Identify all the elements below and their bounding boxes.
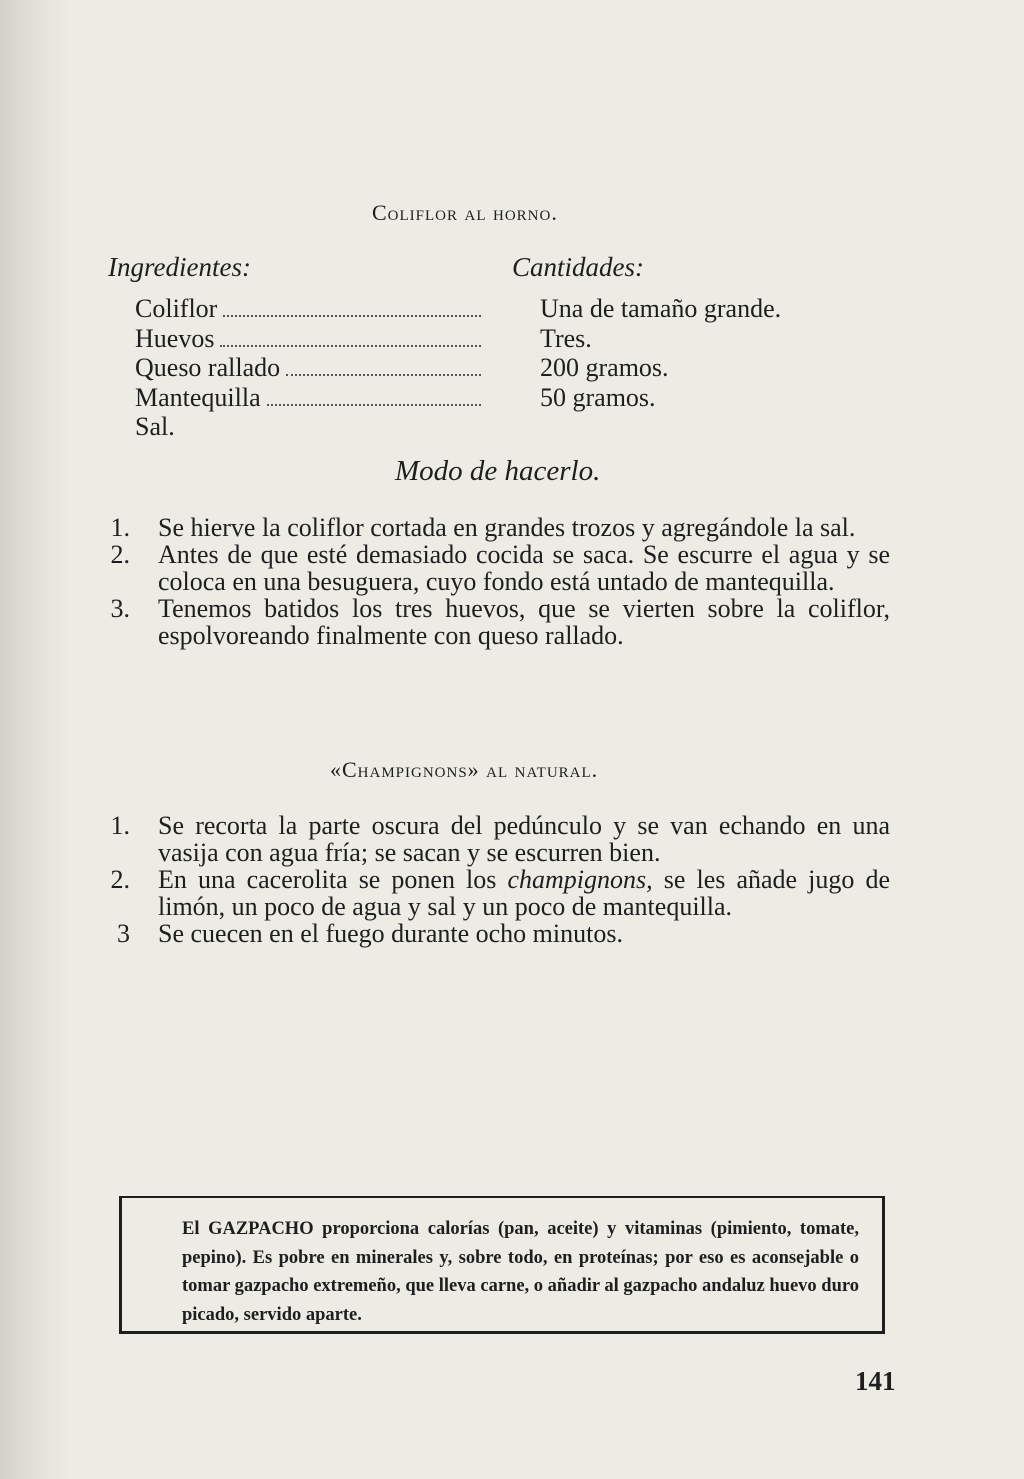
ingredient-item: Coliflor	[135, 294, 485, 324]
step-item: 1. Se hierve la coliflor cortada en grandes trozos y agregándole la sal.	[110, 513, 856, 542]
step-item: 3 Se cuecen en el fuego durante ocho minutos.	[117, 919, 623, 948]
quantity-item: Una de tamaño grande.	[540, 294, 782, 323]
recipe1-steps	[110, 514, 890, 649]
ingredients-list	[135, 294, 485, 442]
quantity-item: Tres.	[540, 323, 592, 353]
quantities-list	[540, 294, 781, 412]
step-item: 2. En una cacerolita se ponen los champignons, se les añade jugo de limón, un poco de agua y sal y un poco de mantequilla.	[110, 865, 890, 921]
nutrition-note-text: El GAZPACHO proporciona calorías (pan, aceite) y vitaminas (pimiento, tomate, pepino). Es pobre en minerales y, sobre todo, en proteínas; por eso es aconsejable o tomar gazpacho extremeño, que lleva carne, o añadir al gazpacho andaluz huevo duro picado, servido aparte.	[182, 1219, 859, 1325]
quantities-header: Cantidades:	[512, 252, 644, 282]
ingredients-header: Ingredientes:	[108, 252, 251, 282]
recipe-title-champignons: «Champignons» al natural.	[330, 757, 599, 782]
quantity-item: 200 gramos.	[540, 353, 669, 382]
nutrition-note-box	[119, 1196, 885, 1334]
page-gutter-shadow	[0, 0, 70, 1479]
page-number: 141	[855, 1366, 896, 1396]
recipe2-steps	[110, 812, 890, 947]
ingredient-item: Huevos	[135, 324, 485, 354]
recipe-title-coliflor: Coliflor al horno.	[372, 200, 558, 225]
step-item: 2. Antes de que esté demasiado cocida se saca. Se escurre el agua y se coloca en una besuguera, cuyo fondo está untado de mantequilla.	[110, 540, 890, 596]
ingredient-item: Queso rallado	[135, 353, 485, 383]
ingredient-item: Mantequilla	[135, 383, 485, 413]
step-item: 3. Tenemos batidos los tres huevos, que se vierten sobre la coliflor, espolvoreando finalmente con queso rallado.	[110, 594, 890, 650]
method-title: Modo de hacerlo.	[395, 455, 601, 487]
step-item: 1. Se recorta la parte oscura del pedúnculo y se van echando en una vasija con agua fría; se sacan y se escurren bien.	[110, 811, 890, 867]
quantity-item: 50 gramos.	[540, 382, 656, 412]
ingredient-item: Sal.	[135, 412, 175, 441]
